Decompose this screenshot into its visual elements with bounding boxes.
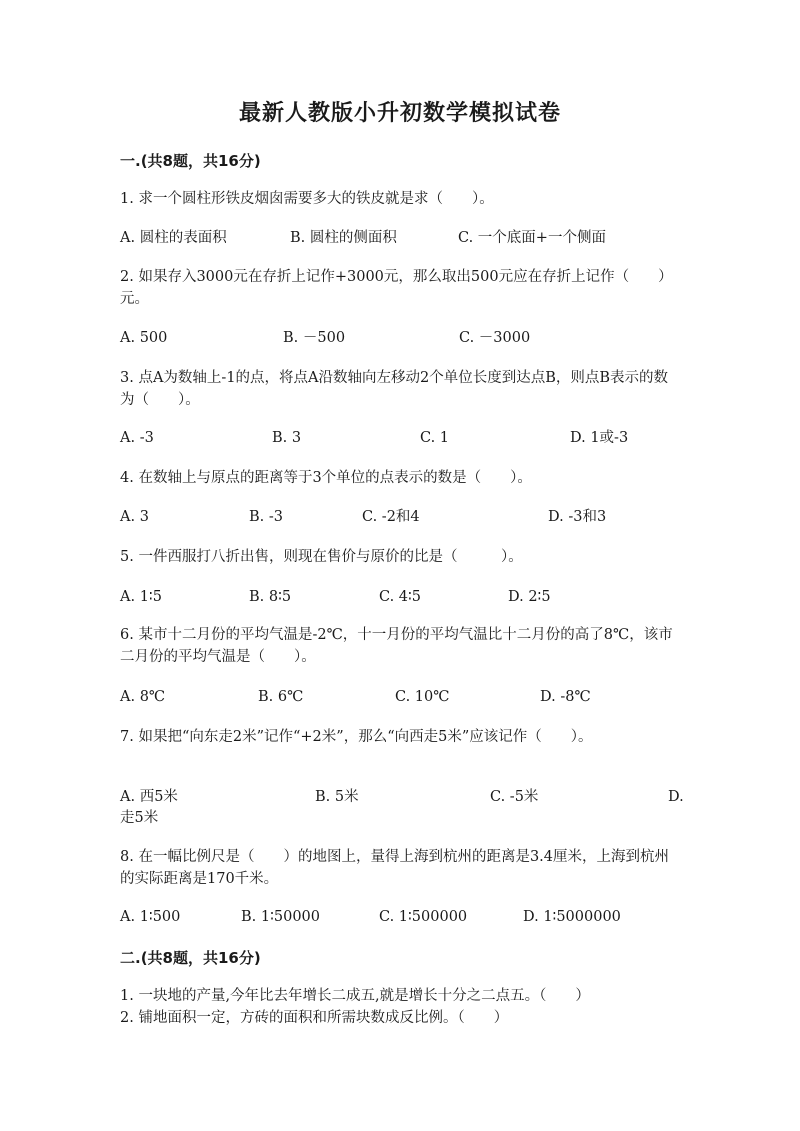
- q7-option-a: A. 西5米: [120, 789, 178, 805]
- question-2: 2. 如果存入3000元在存折上记作+3000元，那么取出500元应在存折上记作（ ）元。: [120, 269, 673, 307]
- q3-option-c: C. 1: [420, 430, 450, 446]
- q8-option-d: D. 1∶5000000: [523, 909, 621, 925]
- question-5: 5. 一件西服打八折出售，则现在售价与原价的比是（ ）。: [120, 549, 523, 565]
- q7-option-d: D.: [668, 789, 684, 805]
- tf-item-2: 2. 铺地面积一定，方砖的面积和所需块数成反比例。（ ）: [120, 1010, 509, 1026]
- question-8: 8. 在一幅比例尺是（ ）的地图上，量得上海到杭州的距离是3.4厘米，上海到杭州的实际距离是170千米。: [120, 849, 670, 887]
- section-heading-2: 二.(共8题，共16分): [120, 949, 261, 967]
- tf-item-1: 1. 一块地的产量,今年比去年增长二成五,就是增长十分之二点五。（ ）: [120, 988, 590, 1004]
- section-heading-1: 一.(共8题，共16分): [120, 152, 261, 170]
- question-7: 7. 如果把“向东走2米”记作“+2米”，那么“向西走5米”应该记作（ ）。: [120, 729, 593, 745]
- q2-option-b: B. －500: [283, 330, 346, 346]
- question-1: 1. 求一个圆柱形铁皮烟囱需要多大的铁皮就是求（ ）。: [120, 191, 494, 207]
- q4-option-d: D. -3和3: [548, 509, 607, 525]
- q2-option-c: C. －3000: [459, 330, 531, 346]
- q5-option-a: A. 1∶5: [120, 589, 162, 605]
- q3-option-b: B. 3: [272, 430, 302, 446]
- q5-option-d: D. 2∶5: [508, 589, 551, 605]
- q6-option-c: C. 10℃: [395, 689, 450, 705]
- q8-option-c: C. 1∶500000: [379, 909, 468, 925]
- q1-option-c: C. 一个底面+一个侧面: [458, 230, 606, 246]
- q7-option-c: C. -5米: [490, 789, 539, 805]
- q6-option-b: B. 6℃: [258, 689, 304, 705]
- q4-option-c: C. -2和4: [362, 509, 420, 525]
- q5-option-b: B. 8∶5: [249, 589, 292, 605]
- q3-option-d: D. 1或-3: [570, 430, 629, 446]
- q4-option-b: B. -3: [249, 509, 283, 525]
- q3-option-a: A. -3: [120, 430, 154, 446]
- q1-option-a: A. 圆柱的表面积: [120, 230, 227, 246]
- q8-option-b: B. 1∶50000: [241, 909, 320, 925]
- q7-option-d-overflow: 走5米: [120, 810, 159, 826]
- q4-option-a: A. 3: [120, 509, 149, 525]
- q8-option-a: A. 1∶500: [120, 909, 181, 925]
- q6-option-a: A. 8℃: [120, 689, 166, 705]
- question-6: 6. 某市十二月份的平均气温是-2℃，十一月份的平均气温比十二月份的高了8℃，该市二月份的平均气温是（ ）。: [120, 627, 673, 665]
- q5-option-c: C. 4∶5: [379, 589, 422, 605]
- q7-option-b: B. 5米: [315, 789, 359, 805]
- q1-option-b: B. 圆柱的侧面积: [290, 230, 397, 246]
- page-title: 最新人教版小升初数学模拟试卷: [238, 101, 561, 126]
- q2-option-a: A. 500: [120, 330, 168, 346]
- question-4: 4. 在数轴上与原点的距离等于3个单位的点表示的数是（ ）。: [120, 470, 532, 486]
- q6-option-d: D. -8℃: [540, 689, 591, 705]
- question-3: 3. 点A为数轴上-1的点，将点A沿数轴向左移动2个单位长度到达点B，则点B表示的数为（ ）。: [120, 370, 669, 408]
